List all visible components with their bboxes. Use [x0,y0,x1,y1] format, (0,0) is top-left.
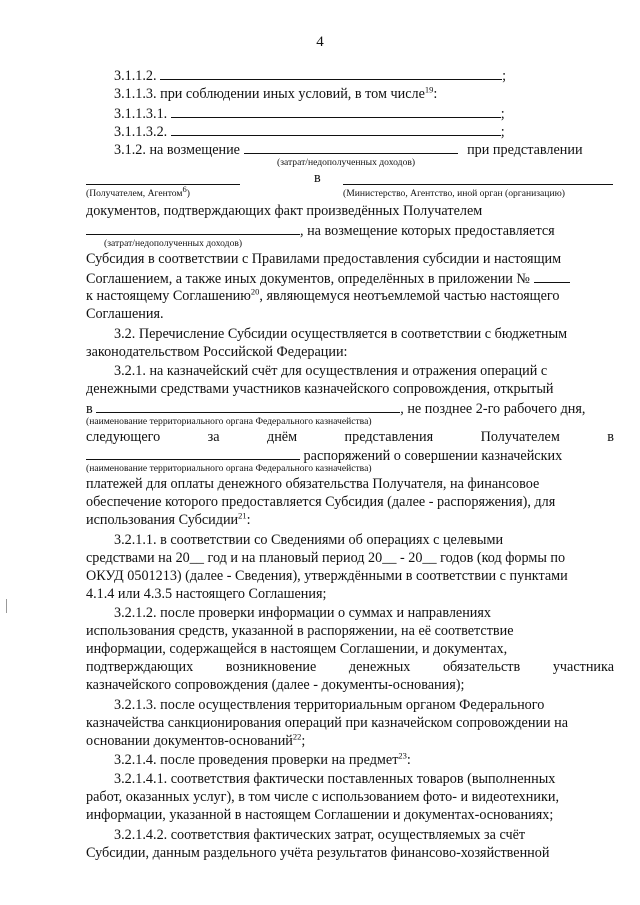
line-text: основании документов-оснований [86,733,293,749]
line-text: 3.2.1.4. после проведения проверки на предмет [114,752,399,768]
punct: : [246,512,251,528]
text-line-14: законодательством Российской Федерации: [86,344,348,360]
text-line-34 [86,733,305,750]
blank-line-ministry [343,184,613,185]
text-line-29: информации, содержащейся в настоящем Соглашении, и документах, [86,641,508,657]
text-line-28: использования средств, указанной в распоряжении, на её соответствие [86,623,514,639]
caption-costs: (затрат/недополученных доходов) [277,157,416,168]
text-line-22 [86,512,251,529]
line-text: , не позднее 2-го рабочего дня, [400,401,586,417]
clause-3-2-1-2: 3.2.1.2. после проверки информации о суммах и направлениях [114,605,492,621]
clause-3-2-1-1: 3.2.1.1. в соответствии со Сведениями об операциях с целевыми [114,532,504,548]
blank-line-recipient [86,184,240,185]
preposition-v: в [86,401,93,417]
text-line-25: ОКУД 0501213) (далее - Сведения), утверждёнными в соответствии с пунктами [86,568,568,584]
text-line-11 [86,288,559,305]
text-line-12: Соглашения. [86,306,164,322]
text-line-7: документов, подтверждающих факт произведённых Получателем [86,203,483,219]
caption-costs-2: (затрат/недополученных доходов) [104,238,243,249]
line-text: , являющемуся неотъемлемой частью настоящего [259,288,560,304]
clause-3-1-1-3-2 [114,123,505,141]
text-line-16: денежными средствами участников казначейского сопровождения, открытый [86,381,554,397]
punct: : [406,752,411,768]
blank-line [171,105,501,118]
text-line-18: следующего за днём представления Получателем в [86,429,614,445]
footnote-ref: 6 [182,183,187,194]
clause-text: 3.1.2. на возмещение [114,142,240,158]
footnote-ref: 22 [292,731,302,742]
clause-3-2-1-4 [114,752,411,769]
caption-text: (Получателем, Агентом [86,188,183,199]
clause-3-1-1-3 [114,86,437,103]
clause-3-1-1-3-1 [114,105,505,123]
blank-line [244,141,458,154]
punct: ; [500,124,505,140]
text-line-9: Субсидия в соответствии с Правилами предоставления субсидии и настоящим [86,251,562,267]
line-text: , на возмещение которых предоставляется [300,223,555,239]
blank-line [534,270,570,283]
line-text: использования Субсидии [86,512,239,528]
footnote-ref: 19 [424,84,434,95]
text-line-40: Субсидии, данным раздельного учёта результатов финансово-хозяйственной [86,845,550,861]
blank-line [86,447,300,460]
punct: ; [500,106,505,122]
text-line-24: средствами на 20__ год и на плановый период 20__ - 20__ годов (код формы по [86,550,566,566]
text-line-20: платежей для оплаты денежного обязательства Получателя, на финансовое [86,476,540,492]
blank-line [86,222,300,235]
clause-3-2-1: 3.2.1. на казначейский счёт для осуществления и отражения операций с [114,363,548,379]
footnote-ref: 23 [398,750,407,761]
text-line-31: казначейского сопровождения (далее - документы-основания); [86,677,465,693]
blank-line [96,400,400,413]
caption-recipient [86,183,190,199]
clause-3-2: 3.2. Перечисление Субсидии осуществляется в соответствии с бюджетным [114,326,568,342]
page-number: 4 [316,34,324,50]
clause-3-2-1-4-2: 3.2.1.4.2. соответствия фактических затрат, осуществляемых за счёт [114,827,526,843]
preposition-v: в [314,170,321,186]
punct: : [433,86,438,102]
footnote-ref: 21 [238,510,247,521]
text-line-30: подтверждающих возникновение денежных обязательств участника [86,659,614,675]
clause-number: 3.1.1.3.2. [114,124,168,140]
clause-text: при представлении [467,142,583,158]
text-line-38: информации, указанной в настоящем Соглашении и документах-основаниях; [86,807,554,823]
blank-line [160,67,502,80]
line-text: к настоящему Соглашению [86,288,251,304]
punct: ; [301,733,306,749]
clause-3-2-1-4-1: 3.2.1.4.1. соответствия фактически поставленных товаров (выполненных [114,771,556,787]
text-line-10 [86,270,570,288]
caption-treasury-1: (наименование территориального органа Федерального казначейства) [86,416,372,427]
clause-3-1-1-2 [114,67,506,85]
scan-margin-mark [6,599,7,613]
clause-text: 3.1.1.3. при соблюдении иных условий, в том числе [114,86,425,102]
punct: ; [502,68,507,84]
blank-line [171,123,501,136]
text-line-37: работ, оказанных услуг), в том числе с использованием фото- и видеотехники, [86,789,559,805]
clause-number: 3.1.1.2. [114,68,157,84]
caption-treasury-2: (наименование территориального органа Федерального казначейства) [86,463,372,474]
text-line-21: обеспечение которого предоставляется Субсидия (далее - распоряжения), для [86,494,556,510]
clause-number: 3.1.1.3.1. [114,106,168,122]
line-text: распоряжений о совершении казначейских [303,448,563,464]
text-line-33: казначейства санкционирования операций при казначейском сопровождении на [86,715,569,731]
caption-ministry: (Министерство, Агентство, иной орган (организацию) [343,188,565,199]
punct: ) [186,188,190,199]
footnote-ref: 20 [250,286,260,297]
line-text: Соглашением, а также иных документов, определённых в приложении № [86,271,530,287]
text-line-26: 4.1.4 или 4.3.5 настоящего Соглашения; [86,586,327,602]
clause-3-2-1-3: 3.2.1.3. после осуществления территориальным органом Федерального [114,697,545,713]
